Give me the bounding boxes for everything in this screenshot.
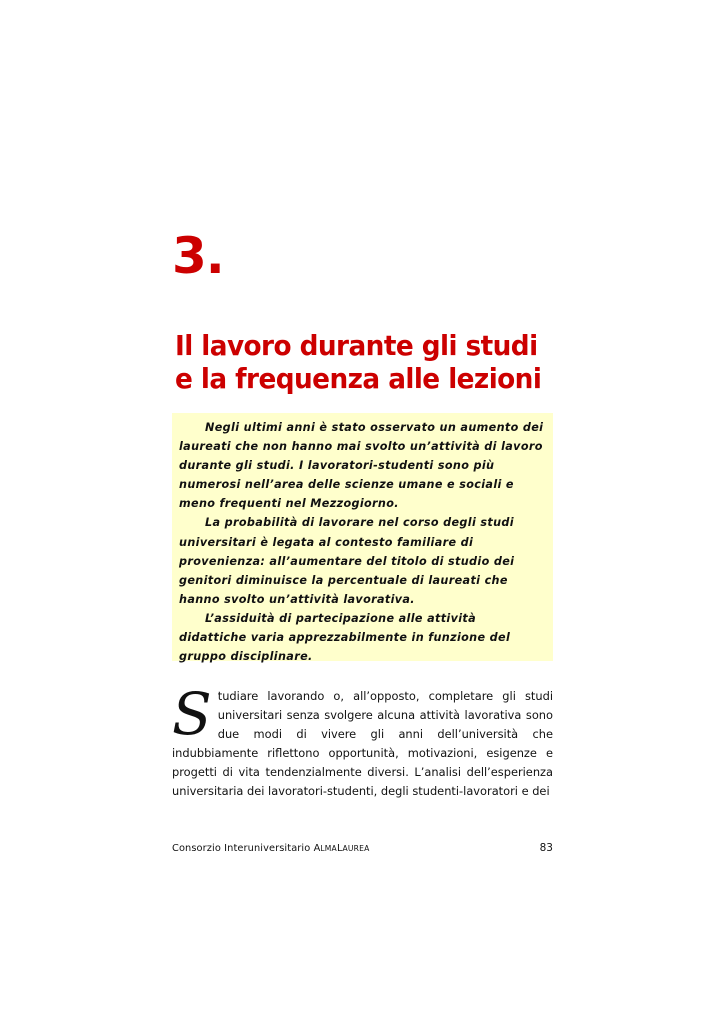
footer-alma-rest: LMA bbox=[320, 844, 337, 853]
footer-laurea-initial: L bbox=[336, 843, 343, 854]
footer-laurea-rest: AUREA bbox=[342, 844, 370, 853]
chapter-title-line-2: e la frequenza alle lezioni bbox=[175, 362, 542, 395]
chapter-number: 3. bbox=[172, 227, 224, 285]
chapter-title bbox=[175, 329, 542, 395]
body-paragraph: tudiare lavorando o, all’opposto, completare gli studi universitari senza svolgere alcuna attività lavorativa sono due modi di vivere gli anni dell’università che indubbiamente riflettono opportunità, motivazioni, esigenze e progetti di vita tendenzialmente diversi. L’analisi dell’esperienza universitaria dei lavoratori-studenti, degli studenti-lavoratori e dei bbox=[172, 689, 553, 798]
abstract-paragraph bbox=[179, 418, 547, 513]
footer-alma-initial: A bbox=[313, 843, 321, 854]
chapter-abstract-box bbox=[172, 413, 553, 664]
abstract-paragraph bbox=[179, 513, 547, 608]
footer-publisher-prefix: Consorzio Interuniversitario bbox=[172, 843, 314, 854]
abstract-paragraph bbox=[179, 609, 547, 666]
drop-cap: S bbox=[172, 680, 212, 748]
abstract-paragraph-text: L’assiduità di partecipazione alle attività didattiche varia apprezzabilmente in funzione del gruppo disciplinare. bbox=[179, 611, 511, 664]
footer-publisher bbox=[172, 843, 370, 854]
body-text bbox=[172, 680, 553, 800]
abstract-paragraph-text: La probabilità di lavorare nel corso degli studi universitari è legata al contesto familiare di provenienza: all’aumentare del titolo di studio dei genitori diminuisce la percentuale di laureati che hanno svolto un’attività lavorativa. bbox=[179, 516, 515, 606]
page-number: 83 bbox=[539, 842, 553, 854]
abstract-paragraph-text: Negli ultimi anni è stato osservato un aumento dei laureati che non hanno mai svolto un’attività di lavoro durante gli studi. I lavoratori-studenti sono più numerosi nell’area delle scienze umane e sociali e meno frequenti nel Mezzogiorno. bbox=[179, 421, 544, 511]
chapter-title-line-1: Il lavoro durante gli studi bbox=[175, 329, 538, 362]
